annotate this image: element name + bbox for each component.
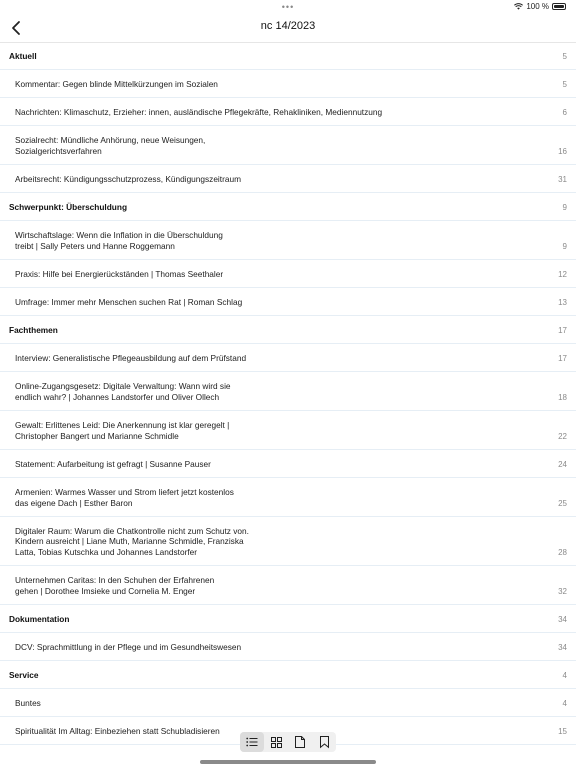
toc-section-schwerpunkt[interactable] [0, 193, 576, 221]
grid-icon [271, 737, 282, 748]
entry-title: Sozialrecht: Mündliche Anhörung, neue Weisungen, Sozialgerichtsverfahren [15, 135, 206, 156]
toc-entry[interactable] [0, 633, 576, 661]
entry-title: Armenien: Warmes Wasser und Strom liefert jetzt kostenlos das eigene Dach | Esther Baron [15, 487, 234, 508]
page-number: 25 [558, 499, 567, 508]
page-icon [295, 736, 305, 748]
page-number: 15 [558, 727, 567, 736]
section-title: Aktuell [9, 51, 37, 61]
page-number: 34 [558, 643, 567, 652]
toc-entry[interactable] [0, 689, 576, 717]
section-title: Dokumentation [9, 614, 70, 624]
entry-title: Wirtschaftslage: Wenn die Inflation in die Überschuldung treibt | Sally Peters und Hanne Roggemann [15, 230, 223, 251]
toc-entry[interactable] [0, 478, 576, 517]
status-bar [0, 0, 576, 14]
page-number: 12 [558, 270, 567, 279]
toc-entry[interactable] [0, 126, 576, 165]
page-number: 17 [558, 354, 567, 363]
page-number: 9 [562, 242, 567, 251]
battery-percent: 100 % [526, 2, 549, 11]
toc-entry[interactable] [0, 566, 576, 605]
battery-icon [552, 3, 566, 10]
page-number: 32 [558, 587, 567, 596]
page-number: 9 [562, 203, 567, 212]
section-title: Service [9, 670, 39, 680]
page-number: 28 [558, 548, 567, 557]
page-number: 4 [562, 699, 567, 708]
entry-title: Gewalt: Erlittenes Leid: Die Anerkennung ist klar geregelt | Christopher Bangert und Marianne Schmidle [15, 420, 230, 441]
bookmark-icon [320, 736, 329, 748]
view-mode-toolbar [240, 732, 336, 752]
entry-title: DCV: Sprachmittlung in der Pflege und im Gesundheitswesen [15, 641, 242, 652]
toc-section-aktuell[interactable] [0, 42, 576, 70]
page-number: 24 [558, 460, 567, 469]
entry-title: Umfrage: Immer mehr Menschen suchen Rat | Roman Schlag [15, 296, 243, 307]
page-number: 4 [562, 671, 567, 680]
status-right [514, 2, 566, 11]
home-indicator [200, 760, 376, 764]
toc-entry[interactable] [0, 517, 576, 566]
bookmarks-tab[interactable] [312, 732, 336, 752]
page-number: 5 [562, 80, 567, 89]
toc-entry[interactable] [0, 372, 576, 411]
toc-entry[interactable] [0, 165, 576, 193]
page-number: 6 [562, 108, 567, 117]
entry-title: Unternehmen Caritas: In den Schuhen der Erfahrenen gehen | Dorothee Imsieke und Cornelia M. Enger [15, 575, 215, 596]
multitasking-dots[interactable]: ••• [281, 2, 295, 12]
toc-entry[interactable] [0, 288, 576, 316]
toc-entry[interactable] [0, 344, 576, 372]
page-view-tab[interactable] [288, 732, 312, 752]
page-number: 17 [558, 326, 567, 335]
page-title: nc 14/2023 [260, 20, 316, 32]
entry-title: Online-Zugangsgesetz: Digitale Verwaltung: Wann wird sie endlich wahr? | Johannes Landstorfer und Oliver Ollech [15, 381, 231, 402]
page-number: 18 [558, 393, 567, 402]
toc-section-service[interactable] [0, 661, 576, 689]
navigation-bar [0, 14, 576, 43]
page-number: 31 [558, 175, 567, 184]
entry-title: Arbeitsrecht: Kündigungsschutzprozess, Kündigungszeitraum [15, 173, 241, 184]
entry-title: Nachrichten: Klimaschutz, Erzieher: innen, ausländische Pflegekräfte, Rehakliniken, Mediennutzung [15, 106, 383, 117]
entry-title: Praxis: Hilfe bei Energierückständen | Thomas Seethaler [15, 268, 224, 279]
page-number: 34 [558, 615, 567, 624]
entry-title: Buntes [15, 697, 41, 708]
page-number: 5 [562, 52, 567, 61]
entry-title: Interview: Generalistische Pflegeausbildung auf dem Prüfstand [15, 352, 247, 363]
toc-entry[interactable] [0, 450, 576, 478]
toc-entry[interactable] [0, 98, 576, 126]
page-number: 16 [558, 147, 567, 156]
thumbnail-grid-tab[interactable] [264, 732, 288, 752]
section-title: Schwerpunkt: Überschuldung [9, 202, 128, 212]
entry-title: Spiritualität Im Alltag: Einbeziehen statt Schubladisieren [15, 725, 220, 736]
toc-list-tab[interactable] [240, 732, 264, 752]
toc-entry[interactable] [0, 221, 576, 260]
toc-entry[interactable] [0, 260, 576, 288]
entry-title: Statement: Aufarbeitung ist gefragt | Susanne Pauser [15, 458, 211, 469]
toc-entry[interactable] [0, 70, 576, 98]
toc-section-dokumentation[interactable] [0, 605, 576, 633]
toc-section-fachthemen[interactable] [0, 316, 576, 344]
toc-entry[interactable] [0, 411, 576, 450]
entry-title: Kommentar: Gegen blinde Mittelkürzungen im Sozialen [15, 78, 218, 89]
list-icon [246, 737, 258, 747]
table-of-contents [0, 42, 576, 736]
wifi-icon [514, 3, 523, 10]
page-number: 13 [558, 298, 567, 307]
entry-title: Digitaler Raum: Warum die Chatkontrolle nicht zum Schutz von. Kindern ausreicht | Liane Muth, Marianne Schmidle, Franziska Latta, Tobias Kutschka und Johannes Landstorfer [15, 525, 249, 557]
page-number: 22 [558, 432, 567, 441]
section-title: Fachthemen [9, 325, 58, 335]
